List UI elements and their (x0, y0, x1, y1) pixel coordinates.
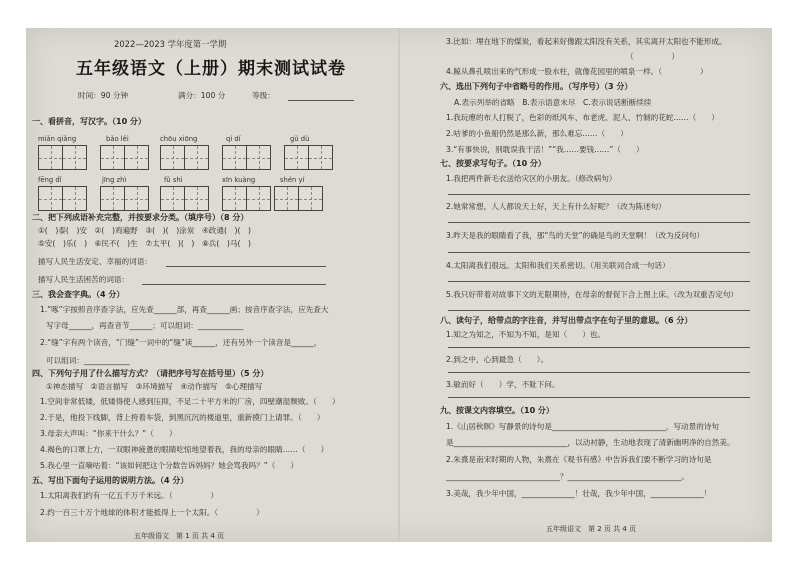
question-line: 1.《山居秋暝》写静景的诗句是______________________________，写动景的诗句 (446, 422, 720, 431)
question-line: 2.朱熹是南宋时期的人物，朱熹在《观书有感》中告诉我们要不断学习的诗句是 (446, 455, 712, 464)
pinyin: xīn kuàng (222, 176, 256, 184)
question-item: 1.我玩瘪的布人打脱了，色彩的纸风车、布老虎、泥人、竹制的花蛇……（ ） (446, 113, 720, 122)
char-box[interactable] (62, 186, 87, 211)
answer-line[interactable] (448, 397, 750, 398)
question-line: 可以组词：____________ (46, 356, 130, 365)
pinyin: bǎo lěi (106, 135, 129, 143)
question-item: 3.母亲大声叫：“你来干什么？”（ ） (40, 429, 177, 438)
time-label: 时间：90 分钟 (78, 91, 129, 100)
page-footer: 五年级语文 第 1 页 共 4 页 (134, 532, 225, 540)
section-5-title: 五、写出下面句子运用的说明方法。（4 分） (32, 476, 189, 485)
section-3-title: 三、我会查字典。（4 分） (32, 290, 125, 299)
char-box[interactable] (124, 186, 149, 211)
question-line: 3.比如：埋在地下的煤炭，看起来好像跟太阳没有关系，其实离开太阳也不能形成。 (446, 37, 727, 46)
question-item: 1.空间非常低矮，低矮得使人感到压抑，不足二十平方米的厂房，四壁潮湿颓败。（ ） (40, 397, 340, 406)
char-box[interactable] (222, 186, 247, 211)
section-8-title: 八、读句子，给带点的字注音，并写出带点字在句子里的意思。（6 分） (440, 316, 693, 325)
section-1-title: 一、看拼音，写汉字。（10 分） (32, 117, 146, 126)
answer-line[interactable] (448, 222, 750, 223)
pinyin: chōu xiōng (160, 135, 198, 143)
pinyin: miǎn qiǎng (38, 135, 77, 143)
pinyin: gǔ dù (290, 135, 310, 143)
exam-sheet (26, 28, 772, 542)
question-item: 5.我心里一直嘀咕着：“该如何把这个分数告诉妈妈？她会骂我吗？”（ ） (40, 461, 299, 470)
section-7-title: 七、按要求写句子。（10 分） (440, 159, 546, 168)
question-item: 1.知之为知之，不知为不知，是知（ ）也。 (446, 330, 606, 339)
question-item: 2.她常常想，人人都说天上好，天上有什么好呢？（改为陈述句） (446, 202, 666, 211)
char-box[interactable] (184, 186, 209, 211)
char-box[interactable] (222, 145, 247, 170)
char-box[interactable] (274, 186, 299, 211)
pinyin: shén yí (280, 176, 305, 184)
question-item: 4.太阳离我们很远。太阳和我们关系密切。（用关联词合成一句话） (446, 261, 670, 270)
answer-line[interactable] (448, 252, 750, 253)
option-row: A.表示列举的省略 B.表示语意未尽 C.表示说话断断续续 (454, 98, 652, 107)
question-line: 4.鲸从鼻孔喷出来的气形成一股水柱，就像花园里的喷泉一样。（ ） (446, 67, 708, 76)
char-box[interactable] (124, 145, 149, 170)
question-line: （ ） (626, 52, 680, 61)
pinyin: fǔ shì (164, 176, 183, 184)
char-box[interactable] (246, 186, 271, 211)
idiom-row: ⑤安( )乐( ) ⑥民不( )生 ⑦太平( )( ) ⑧兵( )马( ) (38, 239, 251, 248)
grade-blank[interactable] (288, 100, 354, 101)
section-2-title: 二、把下列成语补充完整，并按要求分类。（填序号）（8 分） (32, 213, 249, 222)
question-line: 是______________________________，以动衬静，生动地表现了清新幽明净的自然美。 (446, 438, 735, 447)
term-label: 2022—2023 学年度第一学期 (114, 39, 227, 49)
char-box[interactable] (308, 145, 333, 170)
question-item: 2.到之中，心到最急（ ）。 (446, 355, 549, 364)
section-6-title: 六、选出下列句子中省略号的作用。（写序号）（3 分） (440, 82, 633, 91)
question-item: 2.于是，他投下线脚，背上挎着车袋，到黑沉沉的楼道里，重新摸门上请罪。（ ） (40, 413, 325, 422)
section-9-title: 九、按课文内容填空。（10 分） (440, 406, 554, 415)
char-box[interactable] (100, 145, 125, 170)
question-line: 1.“啄”字按照音序查字法，应先查______部，再查______画；按音序查字法，应先查大 (40, 305, 329, 314)
question-item: 3.昨天是我的眼睛看了我，那“鸟的天堂”的确是鸟的天堂啊！（改为反问句） (446, 231, 705, 240)
question-item: 1.太阳离我们约有一亿五千万千米远。（ ） (40, 491, 219, 500)
answer-line[interactable] (448, 281, 750, 282)
question-item: 2.约一百三十万个地球的体积才能抵得上一个太阳。（ ） (40, 508, 264, 517)
idiom-row: ①( )泰( )安 ②( )鸡遍野 ③( )( )涂炭 ④政通( )( ) (38, 226, 251, 235)
answer-line[interactable] (448, 372, 750, 373)
question-line: 3.美哉，我少年中国，______________！壮哉，我少年中国，______________！ (446, 489, 712, 498)
char-box[interactable] (38, 186, 63, 211)
pinyin: jīng zhì (102, 176, 127, 184)
exam-title: 五年级语文（上册）期末测试试卷 (76, 59, 346, 79)
question-line: ______________________________？______________________________。 (446, 472, 689, 481)
char-box[interactable] (160, 145, 185, 170)
page-fold (398, 28, 400, 542)
question-item: 5.我只好带着对故事下文的无限期待，在母亲的督促下合上图上床。（改为双重否定句） (446, 290, 739, 299)
pinyin: qí dí (226, 135, 241, 143)
char-box[interactable] (160, 186, 185, 211)
question-item: 2.咕爹的小鱼船仍然是那么新，那么难忘……（ ） (446, 129, 628, 138)
char-box[interactable] (184, 145, 209, 170)
page-footer: 五年级语文 第 2 页 共 4 页 (546, 525, 637, 533)
question-item: 3.敏而好（ ）学，不耻下问。 (446, 380, 560, 389)
pinyin: fēng dǐ (38, 176, 62, 184)
char-box[interactable] (62, 145, 87, 170)
question-item: 1.我把两件新毛衣送给灾区的小朋友。（修改病句） (446, 174, 617, 183)
answer-line[interactable] (448, 194, 750, 195)
answer-line[interactable] (448, 310, 750, 311)
idiom-question: 描写人民生活安定、幸福的词语： (38, 257, 152, 266)
question-item: 3.“有事快说，别耽误我干活！”“我……要钱……”（ ） (446, 145, 644, 154)
answer-line[interactable] (142, 284, 326, 285)
section-4-title: 四、下列句子用了什么描写方式？（请把序号写在括号里）（5 分） (32, 369, 269, 378)
char-box[interactable] (246, 145, 271, 170)
grade-label: 等级： (252, 91, 275, 100)
char-box[interactable] (100, 186, 125, 211)
question-item: 4.褐色的口罩上方，一双眼神疲惫的眼睛吃惊地望着我，我的母亲的眼睛……（ ） (40, 445, 329, 454)
char-box[interactable] (284, 145, 309, 170)
question-line: 写字母______，再查音节______；可以组词：____________ (46, 321, 244, 330)
char-box[interactable] (298, 186, 323, 211)
option-row: ①神态描写 ②语言描写 ③环境描写 ④动作描写 ⑤心理描写 (46, 382, 263, 391)
question-line: 2.“缝”字有两个读音，“门缝”一词中的“缝”读______，还有另外一个读音是______， (40, 338, 322, 347)
answer-line[interactable] (166, 266, 326, 267)
char-box[interactable] (38, 145, 63, 170)
idiom-question: 描写人民生活困苦的词语： (38, 275, 130, 284)
score-label: 满分：100 分 (178, 91, 226, 100)
answer-line[interactable] (448, 347, 750, 348)
